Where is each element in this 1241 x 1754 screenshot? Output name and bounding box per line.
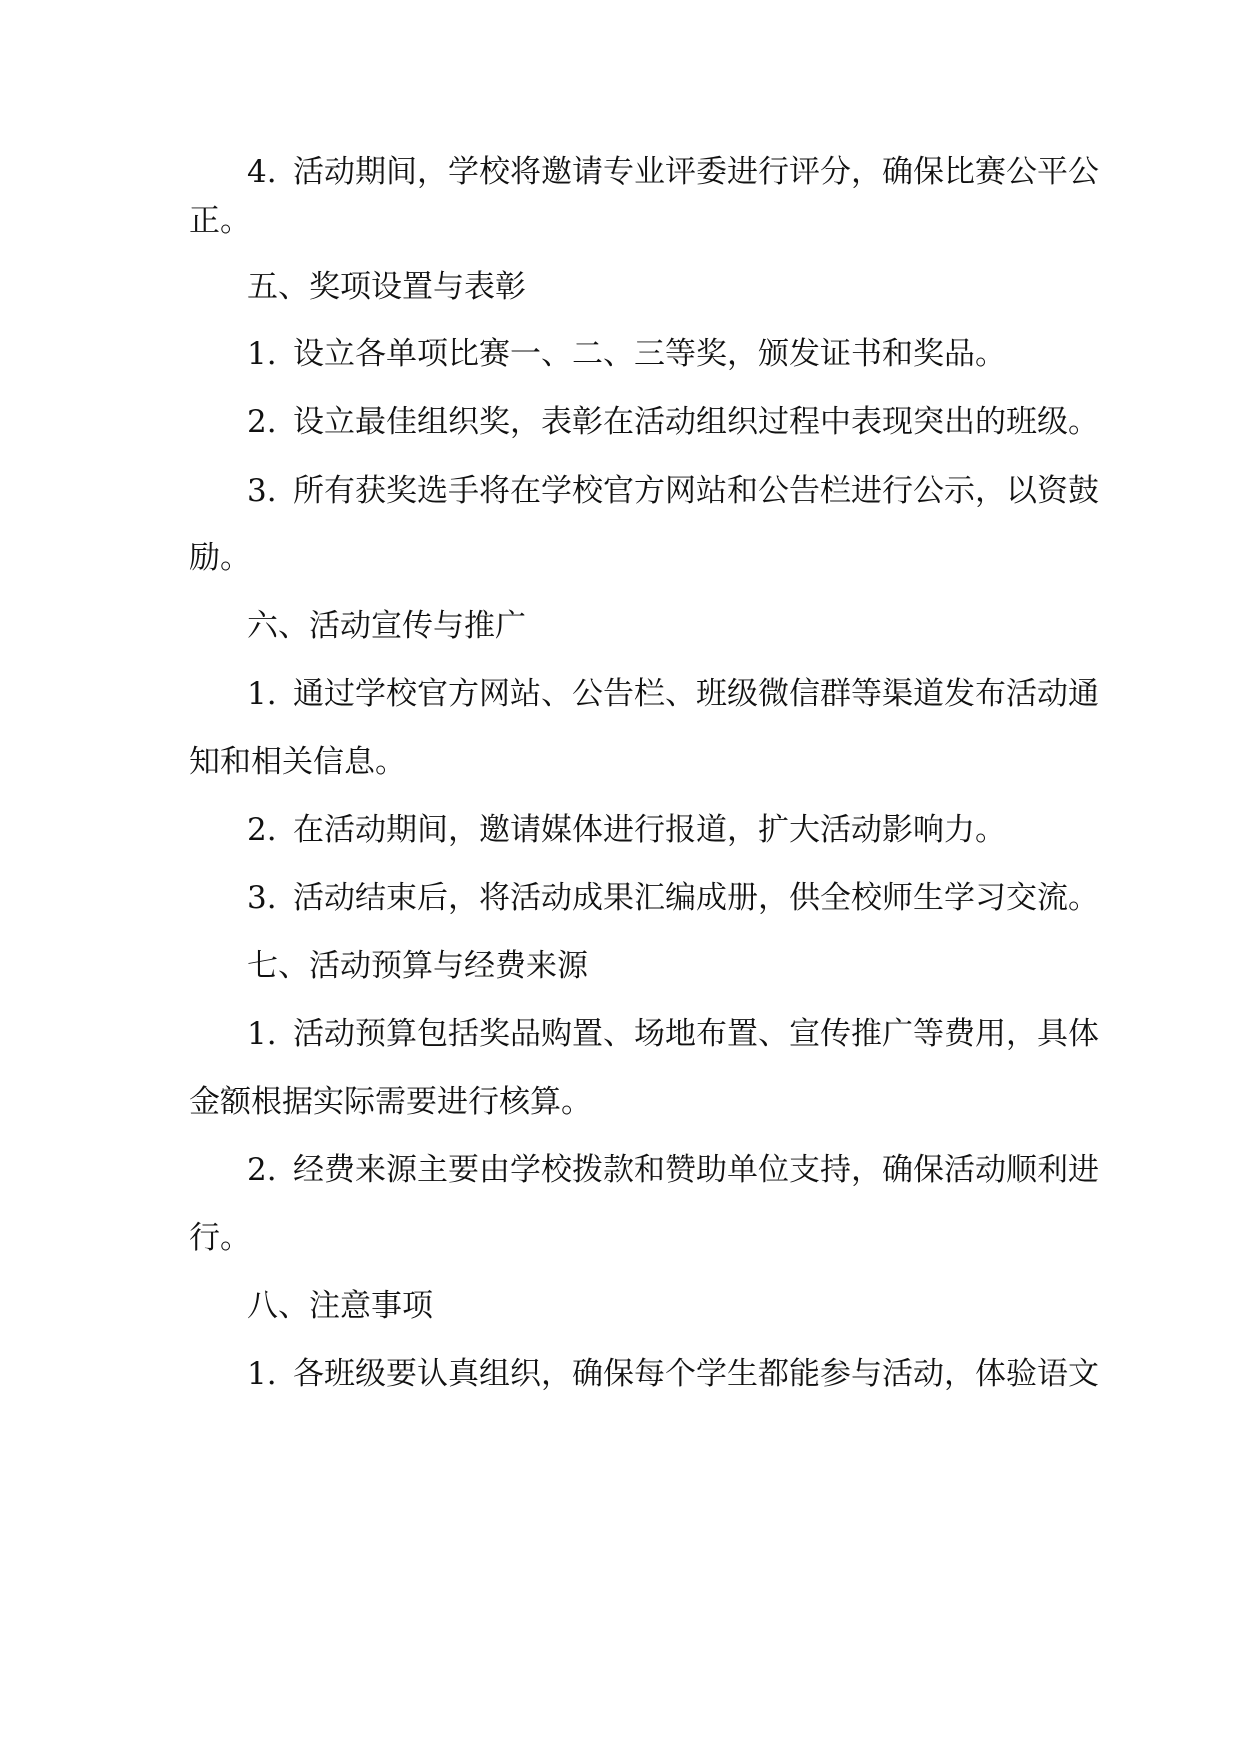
item-number: 3. (247, 880, 277, 916)
list-item-7-2-line-2: 行。 (189, 1220, 251, 1256)
item-text: 经费来源主要由学校拨款和赞助单位支持，确保活动顺利进 (293, 1152, 1099, 1188)
list-item-8-1-line-1 (0, 1349, 1241, 1399)
item-number: 2. (247, 404, 277, 440)
paragraph-item-4-line-2: 正。 (189, 203, 251, 239)
list-item-5-3-line-1 (0, 466, 1241, 516)
section-heading-8: 八、注意事项 (247, 1288, 433, 1324)
item-number: 1. (247, 676, 277, 712)
list-item-6-3 (0, 873, 1241, 923)
list-item-7-1-line-1 (0, 1009, 1241, 1059)
item-text: 各班级要认真组织，确保每个学生都能参与活动，体验语文 (293, 1356, 1099, 1392)
item-text: 设立各单项比赛一、二、三等奖，颁发证书和奖品。 (293, 336, 1006, 372)
list-item-7-2-line-1 (0, 1145, 1241, 1195)
item-text: 活动预算包括奖品购置、场地布置、宣传推广等费用，具体 (293, 1016, 1099, 1052)
list-item-6-2 (0, 805, 1241, 855)
item-number: 1. (247, 1356, 277, 1392)
list-item-5-2 (0, 397, 1241, 447)
item-text: 在活动期间，邀请媒体进行报道，扩大活动影响力。 (293, 812, 1006, 848)
item-number: 2. (247, 1152, 277, 1188)
section-heading-7: 七、活动预算与经费来源 (247, 948, 588, 984)
item-text: 设立最佳组织奖，表彰在活动组织过程中表现突出的班级。 (293, 404, 1099, 440)
item-text: 活动结束后，将活动成果汇编成册，供全校师生学习交流。 (293, 880, 1099, 916)
item-text: 所有获奖选手将在学校官方网站和公告栏进行公示，以资鼓 (293, 473, 1099, 509)
paragraph-item-4-line-1 (0, 147, 1241, 197)
list-item-5-1 (0, 329, 1241, 379)
list-item-6-1-line-1 (0, 669, 1241, 719)
list-item-7-1-line-2: 金额根据实际需要进行核算。 (189, 1084, 592, 1120)
list-item-6-1-line-2: 知和相关信息。 (189, 744, 406, 780)
section-heading-6: 六、活动宣传与推广 (247, 608, 526, 644)
item-number: 1. (247, 1016, 277, 1052)
list-item-5-3-line-2: 励。 (189, 540, 251, 576)
item-number: 3. (247, 473, 277, 509)
item-number: 1. (247, 336, 277, 372)
section-heading-5: 五、奖项设置与表彰 (247, 269, 526, 305)
item-number: 4. (247, 154, 277, 190)
item-number: 2. (247, 812, 277, 848)
item-text: 通过学校官方网站、公告栏、班级微信群等渠道发布活动通 (293, 676, 1099, 712)
item-text: 活动期间，学校将邀请专业评委进行评分，确保比赛公平公 (293, 154, 1099, 190)
